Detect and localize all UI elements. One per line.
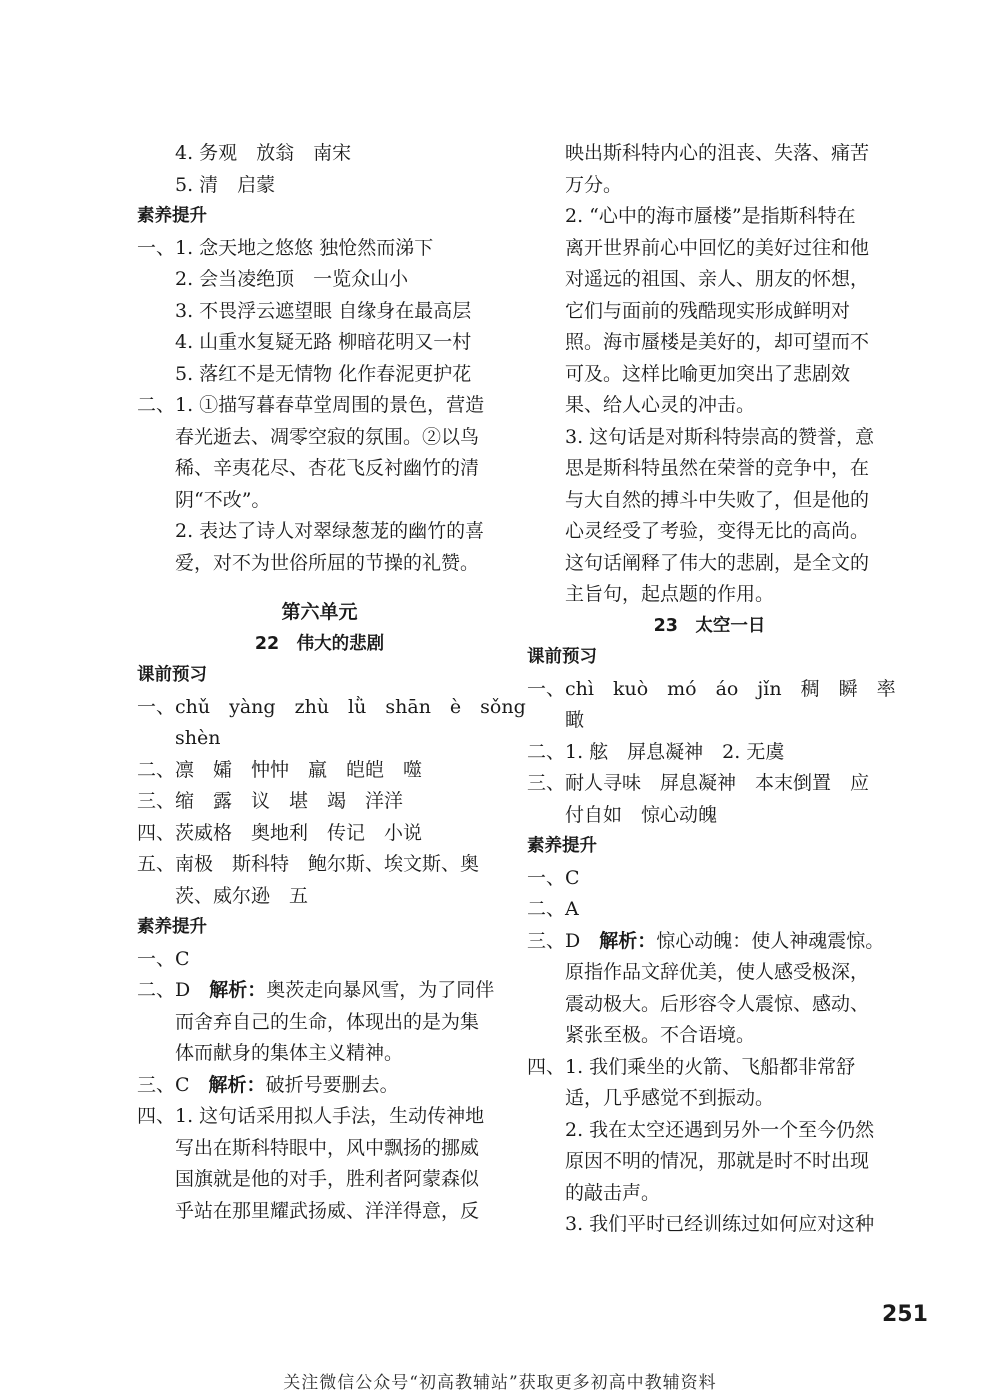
footer-note: 关注微信公众号“初高教辅站”获取更多初高中教辅资料: [283, 1373, 717, 1393]
text-line: 4. 务观 放翁 南宋: [175, 142, 352, 164]
text-line: 5. 清 启蒙: [175, 173, 276, 196]
text-line: 二、凛 孀 忡忡 羸 皑皑 噬: [137, 758, 423, 781]
text-line: 二、D 解析：奥茨走向暴风雪，为了同伴: [137, 979, 495, 1001]
section-heading: 素养提升: [137, 917, 207, 937]
unit-title: 23 太空一日: [653, 615, 766, 636]
text-line: 三、耐人寻味 屏息凝神 本末倒置 应: [527, 772, 870, 794]
text-line: 二、A: [527, 898, 579, 920]
text-line: 可及。这样比喻更加突出了悲剧效: [565, 362, 851, 385]
text-line: 3. 不畏浮云遮望眼 自缘身在最高层: [175, 299, 472, 322]
text-line: shèn: [175, 727, 221, 749]
text-line: 三、C 解析：破折号要删去。: [137, 1073, 399, 1096]
text-line: 付自如 惊心动魄: [565, 803, 718, 826]
text-line: 离开世界前心中回忆的美好过往和他: [565, 236, 870, 259]
text-line: 的敲击声。: [565, 1181, 661, 1204]
text-line: 心灵经受了考验，变得无比的高尚。: [565, 520, 870, 542]
text-line: 果、给人心灵的冲击。: [565, 394, 756, 416]
text-line: 四、茨威格 奥地利 传记 小说: [137, 821, 423, 844]
text-line: 稀、辛夷花尽、杏花飞反衬幽竹的清: [175, 457, 480, 479]
text-line: 国旗就是他的对手，胜利者阿蒙森似: [175, 1168, 480, 1190]
text-line: 思是斯科特虽然在荣誉的竞争中，在: [565, 457, 870, 479]
text-line: 茨、威尔逊 五: [175, 884, 309, 907]
text-line: 2. 表达了诗人对翠绿葱茏的幽竹的喜: [175, 520, 485, 542]
text-line: 原指作品文辞优美，使人感受极深，: [565, 961, 870, 983]
text-line: 4. 山重水复疑无路 柳暗花明又一村: [175, 331, 472, 353]
analysis-label: 解析：: [209, 979, 267, 1001]
text-line: 四、1. 我们乘坐的火箭、飞船都非常舒: [527, 1055, 856, 1078]
text-line: 春光逝去、凋零空寂的氛围。②以鸟: [175, 425, 480, 448]
analysis-label: 解析：: [208, 1073, 266, 1096]
text-line: 原因不明的情况，那就是时不时出现: [565, 1150, 870, 1172]
text-line: 2. “心中的海市蜃楼”是指斯科特在: [565, 205, 856, 227]
text-line: 主旨句，起点题的作用。: [565, 583, 775, 605]
section-heading: 课前预习: [527, 647, 597, 667]
spacer: [137, 579, 502, 597]
text-line: 与大自然的搏斗中失败了，但是他的: [565, 488, 870, 511]
text-line: 震动极大。后形容令人震惊、感动、: [565, 992, 870, 1015]
text-line: 瞰: [565, 709, 585, 731]
text-line: 适，几乎感觉不到振动。: [565, 1087, 775, 1109]
unit-title: 22 伟大的悲剧: [254, 633, 385, 654]
text-line: 5. 落红不是无情物 化作春泥更护花: [175, 362, 472, 385]
text-line: 爱，对不为世俗所屈的节操的礼赞。: [175, 551, 480, 574]
left-column: [137, 138, 526, 1227]
text-line: 一、C: [527, 866, 580, 889]
text-line: 一、1. 念天地之悠悠 独怆然而涕下: [137, 236, 434, 259]
text-line: 三、D 解析：惊心动魄：使人神魂震惊。: [527, 929, 885, 952]
text-line: 万分。: [565, 173, 623, 196]
page-number: 251: [882, 1302, 928, 1327]
text-line: 这句话阐释了伟大的悲剧，是全文的: [565, 551, 870, 574]
text-line: 二、1. 舷 屏息凝神 2. 无虞: [527, 740, 785, 763]
text-line: 它们与面前的残酷现实形成鲜明对: [565, 299, 851, 322]
section-heading: 课前预习: [137, 665, 207, 685]
text-line: 一、chì kuò mó áo jǐn 稠 瞬 率: [527, 677, 896, 700]
text-line: 写出在斯科特眼中，风中飘扬的挪威: [175, 1136, 480, 1159]
analysis-label: 解析：: [599, 929, 657, 952]
text-line: 3. 我们平时已经训练过如何应对这种: [565, 1213, 875, 1235]
text-line: 二、1. ①描写暮春草堂周围的景色，营造: [137, 394, 485, 416]
text-line: 乎站在那里耀武扬威、洋洋得意，反: [175, 1199, 480, 1222]
right-column: [527, 138, 896, 1241]
section-heading: 素养提升: [137, 206, 207, 226]
text-line: 映出斯科特内心的沮丧、失落、痛苦: [565, 142, 870, 164]
text-line: 四、1. 这句话采用拟人手法，生动传神地: [137, 1105, 485, 1127]
text-line: 2. 会当凌绝顶 一览众山小: [175, 268, 409, 290]
section-heading: 素养提升: [527, 836, 597, 856]
text-line: 对遥远的祖国、亲人、朋友的怀想，: [565, 268, 870, 290]
text-line: 2. 我在太空还遇到另外一个至今仍然: [565, 1118, 875, 1141]
text-line: 三、缩 露 议 堪 竭 洋洋: [137, 790, 404, 812]
text-line: 紧张至极。不合语境。: [565, 1024, 756, 1046]
text-line: 一、C: [137, 947, 190, 970]
text-line: 而舍弃自己的生命，体现出的是为集: [175, 1010, 480, 1033]
text-line: 照。海市蜃楼是美好的，却可望而不: [565, 331, 870, 353]
text-line: 阴“不改”。: [175, 488, 271, 511]
unit-title: 第六单元: [281, 601, 358, 623]
text-line: 五、南极 斯科特 鲍尔斯、埃文斯、奥: [137, 853, 480, 875]
text-line: 一、chǔ yàng zhù lǜ shān è sǒng: [137, 695, 526, 718]
text-line: 体而献身的集体主义精神。: [175, 1042, 404, 1064]
text-line: 3. 这句话是对斯科特崇高的赞誉，意: [565, 425, 875, 448]
